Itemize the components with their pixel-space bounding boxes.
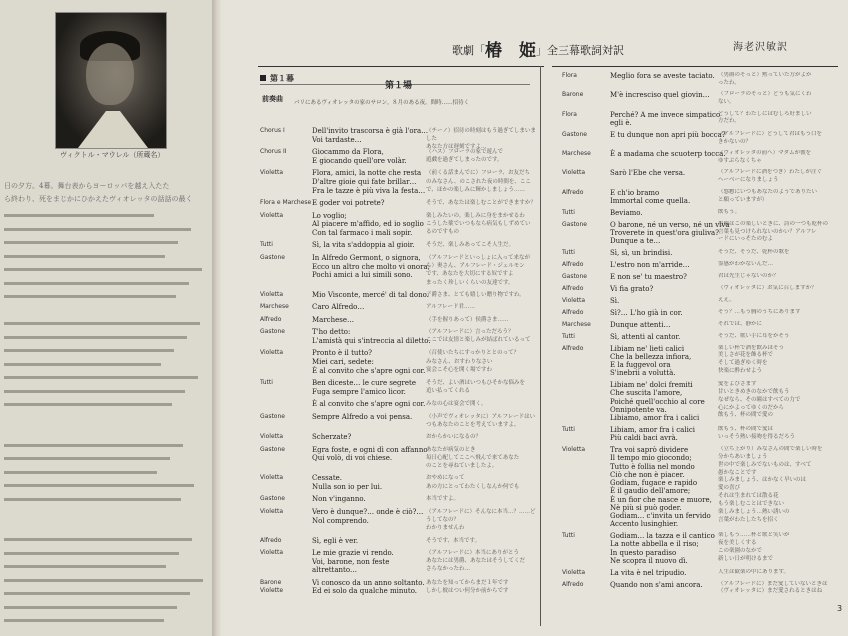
italian-line: Dell'invito trascorsa è già l'ora… Voi tardaste…: [312, 127, 429, 144]
italian-line: T'ho detto: L'amistà qui s'intreccia al diletto.: [312, 328, 431, 345]
speaker-name: Chorus II: [260, 148, 287, 156]
japanese-translation: 楽しみたいの。楽しみに身をまかせるわ こうした薬でいつもなら病気もしずめてい るのですもの: [426, 212, 531, 236]
speaker-name: Alfredo: [562, 344, 584, 352]
italian-line: M'è incresciso quel giovin…: [610, 91, 710, 100]
japanese-translation: （ハス）フローラの家で遊んで 遊戯を過ぎてしまったのです。: [426, 149, 504, 164]
italian-line: Cessate. Nulla son io per lui.: [312, 474, 383, 491]
japanese-translation: （立ち上がり）みなさんの間で楽しい時を 分かちあいましょう 世の中で楽しみでないものは、すべて 愚かなことです 楽しみましょう、はかなく早いのは 愛の喜び それは生まれては散る花 もう楽しむことはできない 楽しみましょう…熱い誘いの 言葉がわたしたちを招く: [718, 446, 823, 523]
speaker-name: Gastone: [562, 273, 587, 281]
speaker-name: Tutti: [562, 208, 575, 216]
speaker-name: Flora: [562, 110, 577, 118]
speaker-name: Barone: [562, 91, 584, 99]
japanese-translation: （ヴィオレッタの前へ）マダムが彼を ゆすぶらなくちゃ: [718, 150, 812, 164]
italian-line: Sì.: [610, 296, 620, 305]
italian-line: Scherzate?: [312, 433, 352, 442]
japanese-translation: みなの心は宴会で開く。: [426, 401, 487, 408]
speaker-name: Flora: [562, 72, 577, 79]
japanese-translation: （ヴィオレッタに）お気に召しますか？: [718, 285, 817, 291]
left-text-line: [4, 361, 204, 366]
japanese-translation: そうだ、楽しみあってこそ人生だ。: [426, 242, 514, 249]
page-number: 3: [837, 604, 843, 613]
italian-line: Vi fia grato?: [610, 285, 654, 293]
scene-heading: 第１場: [385, 81, 413, 91]
japanese-translation: 子爵さま、とても嬉しい贈り物ですわ。: [426, 291, 525, 298]
left-text-line: [4, 320, 204, 325]
speaker-name: Violetta: [562, 296, 586, 304]
italian-line: Vero è dunque?… onde è ciò?… Nol comprendo.: [312, 507, 424, 525]
japanese-translation: 飲もう、杯の間で愛は いっそう熱い接吻を得るだろう: [718, 426, 796, 440]
speaker-name: Violetta: [260, 433, 284, 441]
left-text-line: [4, 266, 204, 271]
left-page: [0, 0, 212, 636]
speaker-name: Violetta: [260, 549, 284, 557]
speaker-name: Alfredo: [562, 580, 584, 588]
japanese-translation: 霊感がわかないんだ…: [718, 261, 774, 268]
japanese-translation: どうして？わたしにはむしろ好ましい 方だわ。: [718, 110, 812, 125]
speaker-name: Alfredo: [260, 536, 282, 544]
speaker-name: Violetta: [260, 290, 284, 298]
left-text-line: [4, 577, 204, 582]
italian-line: Quando non s'ami ancora.: [610, 580, 703, 589]
japanese-translation: 本当ですよ。: [426, 496, 460, 503]
japanese-translation: そうだ、歌い手に耳をかそう: [718, 332, 790, 339]
japanese-translation: （チーノ）招待の時刻はもう過ぎてしまいました あなた方は遅刻ですよ…: [426, 128, 536, 151]
japanese-translation: アルフレード君……: [426, 304, 476, 311]
italian-line: Tra voi saprò dividere Il tempo mio giocondo; Tutto è follia nel mondo Ciò che non è piacer. Godiam, fugace e rapido È il gaudio dell'amore; È un fior che nasce e muore, Nè più si può goder. Godiam… c'invita un fervido Accento lusinghier.: [610, 446, 712, 529]
italian-line: E ch'io bramo Immortal come quella.: [610, 188, 691, 205]
italian-line: Sì, la vita s'addoppia al gioir.: [312, 241, 415, 250]
italian-line: Le mie grazie vi rendo. Voi, barone, non feste altrettanto…: [312, 549, 394, 575]
italian-line: È a madama che scuoterp tocca.: [610, 150, 726, 159]
speaker-name: Tutti: [260, 379, 273, 387]
book-gutter: [212, 0, 222, 636]
italian-line: E goder voi potrete?: [312, 199, 385, 208]
speaker-name: Marchese: [562, 150, 591, 158]
japanese-translation: （アルフレードに）言っただろう？ ここでは友情と楽しみが結ばれているって: [426, 329, 531, 344]
italian-line: Lo voglio; Al piacere m'affido, ed io soglio Con tal farmaco i mali sopir.: [312, 211, 424, 237]
italian-line: Marchese…: [312, 315, 354, 324]
left-text-line: [4, 226, 204, 231]
japanese-translation: （アルフレードに酒をつぎ）わたしが注ぐ へーべーになりましょう: [718, 169, 823, 184]
italian-line: In Alfredo Germont, o signora, Ecco un altro che molto vi onora; Pochi amici a lui simili sono.: [312, 253, 431, 280]
left-text-line: [4, 239, 204, 244]
japanese-translation: （アルフレードに）そんなに本当…？……ど うしてなの？ わかりませんわ: [426, 508, 536, 532]
speaker-name: Violetta: [260, 507, 284, 515]
speaker-name: Violetta: [260, 349, 284, 357]
speaker-name: Violetta: [562, 169, 586, 177]
japanese-translation: そうで、あなたは楽しむことができますか？: [426, 200, 536, 207]
italian-line: Flora, amici, la notte che resta D'altre gioie qui fate brillar… Fra le tazze è più viva la festa…: [312, 169, 426, 195]
japanese-translation: （フローラのそっと）どうも気にくわ ない。: [718, 91, 812, 106]
japanese-translation: そうだ、よい酒はいつもひそかな悩みを 追い払ってくれる: [426, 380, 526, 395]
translator-credit: 海老沢敏訳: [733, 42, 788, 53]
right-page: [222, 0, 848, 636]
speaker-name: Gastone: [562, 130, 587, 138]
japanese-translation: 楽しもう……杯と歌と笑いが 夜を美しくする この楽園のなかで 新しい日が明けるまで: [718, 532, 790, 562]
italian-line: Ben diceste… le cure segrete Fuga sempre l'amico licor.: [312, 379, 416, 396]
speaker-name: Alfredo: [562, 261, 584, 269]
italian-line: L'estro non m'arride…: [610, 261, 690, 270]
japanese-translation: （手を握りあって）侯爵さま……: [426, 316, 509, 323]
left-paragraph: 日の夕方。4幕。舞台表からヨーロッパを越え入たた ら終わり、死をまじかにひかえたヴィオレッタの話話の最く: [4, 182, 193, 203]
speaker-name: Gastone: [260, 445, 285, 453]
japanese-translation: おからかいになるの？: [426, 434, 482, 441]
japanese-translation: それでは、静かに: [718, 320, 763, 327]
japanese-translation: ええ。: [718, 296, 735, 303]
left-text-line: [4, 388, 204, 393]
japanese-translation: （召使いたちにすっかりととのって？ みなさん、おすわりなさい 宴会こそ心を開く場ですわ: [426, 350, 520, 373]
page-title: 歌劇「椿 姫」全三幕歌詞対訳: [452, 41, 624, 61]
italian-line: Godiam… la tazza e il cantico La notte abbella e il riso; In questo paradiso Ne scopra il nuovo dì.: [610, 532, 715, 565]
japanese-translation: 飲もう。: [718, 208, 741, 215]
speaker-name: Gastone: [260, 328, 285, 336]
japanese-translation: そうだ、そうだ、乾杯の歌を: [718, 249, 790, 256]
speaker-name: Violetta: [260, 474, 284, 482]
left-text-line: [4, 604, 204, 609]
speaker-name: Tutti: [562, 249, 575, 257]
left-text-line: [4, 590, 204, 595]
speaker-name: Tutti: [260, 241, 273, 249]
left-text-line: [4, 253, 204, 258]
italian-line: Vi conosco da un anno soltanto. Ed ei solo da qualche minuto.: [312, 578, 425, 596]
italian-line: Sempre Alfredo a voi pensa.: [312, 412, 413, 421]
header-rule-right: [552, 66, 838, 67]
left-text-line: [4, 617, 204, 622]
header-rule-left: [258, 66, 544, 67]
japanese-translation: 人生は歓楽の中にあります。: [718, 568, 790, 575]
italian-line: E tu dunque non apri più bocca?: [610, 130, 726, 139]
prelude-label: 前奏曲: [262, 94, 283, 103]
speaker-name: Marchese: [260, 303, 289, 311]
speaker-name: Tutti: [562, 426, 575, 434]
left-text-line: [4, 469, 204, 474]
japanese-translation: そうです、本当です。: [426, 537, 481, 544]
japanese-translation: （アルフレードに）まだ愛していないときは （ヴィオレッタに）まだ愛されるときはね: [718, 580, 828, 595]
speaker-name: Tutti: [562, 532, 575, 540]
japanese-translation: （男爵のそっと）黙っていた方がよか ったわ。: [718, 72, 812, 86]
left-text-line: [4, 455, 204, 460]
speaker-name: Alfredo: [562, 285, 584, 292]
italian-line: La vita è nel tripudio.: [610, 568, 687, 577]
japanese-translation: 愛をよびさます 甘いときめきのなかで飲もう なぜなら、その瞳はすべての力で 心にかよってゆくのだから 飲もう、杯の間で愛の: [718, 381, 801, 419]
act-heading: 第１幕: [260, 73, 294, 84]
left-text-line: [4, 347, 204, 352]
left-text-line: [4, 293, 204, 298]
italian-line: Pronto è il tutto? Miei cari, sedete: È al convito che s'apre ogni cor.: [312, 349, 426, 375]
japanese-translation: あなたが病気のとき 毎日心配してここへ飛んで来てあなた のことを尋ねていましたよ。: [426, 446, 520, 470]
stage-direction: パリにあるヴィオレッタの家のサロン。８月のある夜。間時……招待く: [294, 100, 470, 106]
italian-line: Sì, egli è ver.: [312, 536, 359, 545]
italian-line: Libiam ne' dolci fremiti Che suscita l'amore, Poiché quell'occhio al core Onnipotente va. Libiamo, amor fra i calici: [610, 381, 705, 423]
speaker-name: Violetta: [260, 211, 284, 219]
left-text-line: [4, 496, 204, 501]
japanese-translation: おやめになって あの方にとってわたくしなんか何でも: [426, 475, 520, 490]
italian-line: Sì?… L'ho già in cor.: [610, 308, 683, 317]
japanese-translation: あなたを知ってからまだ１年です しかし彼はつい何分か前からです: [426, 579, 509, 595]
left-text-line: [4, 550, 204, 555]
italian-line: Libiam ne' lieti calici Che la bellezza infiora, E la fuggevol ora S'inebrii a voluttà.: [610, 344, 692, 378]
italian-line: Perché? A me invece simpatico egli è.: [610, 110, 721, 127]
italian-line: Sì, attenti al cantor.: [610, 332, 681, 341]
speaker-name: Marchese: [562, 320, 591, 328]
speaker-name: Violetta: [562, 568, 586, 576]
italian-line: Dunque attenti…: [610, 320, 671, 329]
speaker-name: Gastone: [260, 412, 285, 420]
left-text-line: [4, 536, 204, 541]
italian-line: Meglio fora se aveste taciato.: [610, 72, 715, 80]
japanese-translation: 楽しい杯で酒を飲みほそう 美しさが花を飾る杯で そして過ぎゆく時を 快楽に酔わせよう: [718, 344, 785, 375]
left-text-line: [4, 280, 204, 285]
italian-line: Non v'inganno.: [312, 495, 366, 504]
left-text-line: [4, 212, 204, 217]
italian-line: E non se' tu maestro?: [610, 273, 687, 282]
italian-line: Sì, sì, un brindisi.: [610, 249, 673, 258]
italian-line: Sarò l'Ebe che versa.: [610, 169, 686, 178]
left-text-line: [4, 442, 204, 447]
speaker-name: Gastone: [562, 220, 587, 228]
speaker-name: Flora e Marchese: [260, 199, 312, 207]
italian-line: O barone, né un verso, né un viva Troverete in quest'ora giuliva? Dunque a te…: [610, 220, 730, 246]
italian-line: Libiam, amor fra i calici Più caldi baci avrà.: [610, 426, 695, 443]
japanese-translation: （慇懃にいつもあなたのようでありたい と願っていますが）: [718, 188, 818, 203]
left-text-line: [4, 401, 204, 406]
italian-line: Mio Visconte, mercé' di tal dono.: [312, 290, 429, 299]
speaker-name: Alfredo: [260, 315, 282, 323]
japanese-translation: （アルフレードに）本当にありがとう あなたには男爵、あなたはそうしてくだ さらなかったわ…: [426, 550, 526, 573]
portrait-photo: [55, 12, 167, 149]
italian-line: Beviamo.: [610, 208, 643, 217]
speaker-name: Violetta: [562, 446, 586, 454]
italian-line: Giocammo da Flora, E giocando quell'ore volàr.: [312, 148, 407, 165]
speaker-name: Tutti: [562, 332, 575, 340]
speaker-name: Alfredo: [562, 188, 584, 196]
speaker-name: Gastone: [260, 253, 285, 261]
japanese-translation: （前くる話まんでに）フローラ、お友だち のみなさん、のこされた夜の時間を、ここ で、ほかの楽しみに輝かしましょう……: [426, 170, 531, 193]
japanese-translation: そう？…もう胸のうちにあります: [718, 308, 801, 315]
speaker-name: Gastone: [260, 495, 285, 503]
speaker-name: Violetta: [260, 169, 284, 177]
left-text-line: [4, 334, 204, 339]
speaker-name: Alfredo: [562, 308, 584, 316]
japanese-translation: 男爵はこの楽しいときに、詩の一つも乾杯の 言葉も見つけられないのかい？アルフレ ードにいっそたのむよ: [718, 220, 829, 243]
japanese-translation: （アルフレードに）どうして君はもう口を きかないの？: [718, 130, 823, 145]
left-text-line: [4, 374, 204, 379]
italian-line: È al convito che s'apre ogni cor.: [312, 400, 426, 409]
japanese-translation: （アルフレードといっしょに入って来なが ら）奥さん、アルフレード・ジェルモン です、あなたを大切にする奴ですよ まったく珍しいくらいの友達です。: [426, 254, 531, 286]
speaker-name: Barone Violette: [260, 578, 284, 595]
left-text-line: [4, 563, 204, 568]
japanese-translation: （小声でヴィオレッタに）アルフレードはい つもあなたのことを考えていますよ。: [426, 413, 536, 429]
italian-line: Caro Alfredo…: [312, 303, 365, 312]
japanese-translation: 君は先生じゃないのか？: [718, 273, 779, 280]
speaker-name: Chorus I: [260, 127, 285, 134]
photo-caption: ヴィクトル・マウレル（所蔵名）: [60, 151, 165, 159]
left-text-line: [4, 482, 204, 487]
italian-line: Egra foste, e ogni dì con affanno Qui volò, di voi chiese.: [312, 445, 428, 463]
